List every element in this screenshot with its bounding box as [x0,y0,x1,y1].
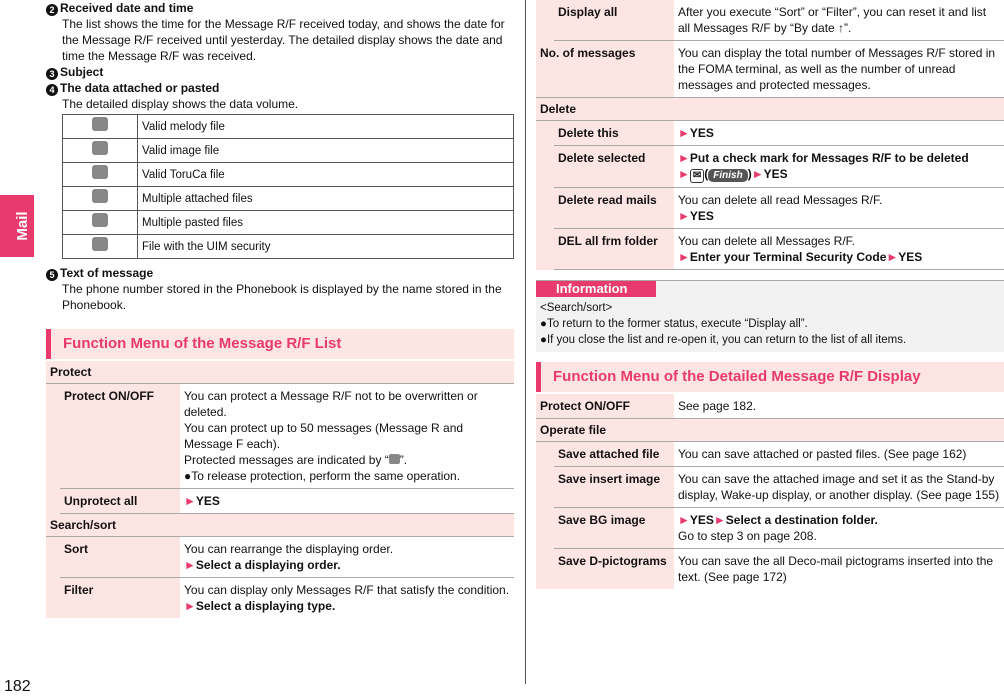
table-row: Valid ToruCa file [63,163,514,187]
table-row: Valid melody file [63,115,514,139]
row-delete-read-mails: Delete read mails You can delete all read Messages R/F. ►YES [554,188,1004,229]
item-2-desc: The list shows the time for the Message R/F received today, and shows the date for the Message R/F received until yesterday. The detailed display shows the date and time the Message R/F was received. [62,17,505,63]
row-protect-onoff-detailed: Protect ON/OFF See page 182. [536,394,1004,419]
mail-key-icon: ✉ [690,169,704,183]
page-number: 182 [4,678,31,695]
melody-file-icon [92,117,108,131]
row-display-all: Display all After you execute “Sort” or “Filter”, you can reset it and list all Messages R/F by “By date ↑”. [554,0,1004,41]
toruca-file-icon [92,165,108,179]
uim-security-icon [92,237,108,251]
protect-group [46,361,514,514]
arrow-icon: ► [184,599,196,613]
group-label-protect: Protect [46,361,514,384]
information-header: Information [536,281,656,297]
operate-file-group [536,419,1004,589]
arrow-icon: ► [678,209,690,223]
arrow-icon: ► [678,513,690,527]
column-divider [525,0,526,684]
item-2-title: 2 Received date and time [46,0,514,16]
attachment-icon-table [62,114,514,259]
row-del-all-frm-folder: DEL all frm folder You can delete all Messages R/F. ►Enter your Terminal Security Code►YES [554,229,1004,270]
group-label-delete: Delete [536,98,1004,121]
row-save-attached-file: Save attached file You can save attached or pasted files. (See page 162) [554,442,1004,467]
table-row: Valid image file [63,139,514,163]
arrow-icon: ► [751,167,764,181]
row-save-bg-image: Save BG image ►YES►Select a destination folder. Go to step 3 on page 208. [554,508,1004,549]
section-title-list-menu: Function Menu of the Message R/F List [46,329,514,359]
left-column [46,0,514,618]
table-row: File with the UIM security [63,235,514,259]
information-box [536,280,1004,352]
row-no-of-messages: No. of messages You can display the total number of Messages R/F stored in the FOMA terminal, as well as the number of unread messages and protected messages. [536,41,1004,98]
row-save-d-pictograms: Save D-pictograms You can save the all Deco-mail pictograms inserted into the text. (See page 172) [554,549,1004,589]
arrow-icon: ► [678,126,690,140]
item-4-title: 4 The data attached or pasted [46,80,514,96]
arrow-icon: ► [886,250,899,264]
info-bullet: ●If you close the list and re-open it, you can return to the list of all items. [540,334,907,346]
arrow-icon: ► [678,151,690,165]
arrow-icon: ► [184,494,196,508]
table-row: Multiple attached files [63,187,514,211]
multiple-pasted-icon [92,213,108,227]
lock-icon [389,454,400,464]
arrow-icon: ► [184,558,196,572]
image-file-icon [92,141,108,155]
row-delete-selected: Delete selected ►Put a check mark for Messages R/F to be deleted ► ✉ ( Finish )►YES [554,146,1004,188]
item-4-desc: The detailed display shows the data volume. [62,97,299,111]
delete-group [536,98,1004,270]
side-tab-mail: Mail [0,195,34,257]
search-sort-group [46,514,514,618]
info-bullet: ●To return to the former status, execute “Display all”. [540,318,808,330]
item-5-desc: The phone number stored in the Phonebook is displayed by the name stored in the Phonebook. [62,282,502,312]
row-protect-onoff: Protect ON/OFF You can protect a Message R/F not to be overwritten or deleted. You can protect up to 50 messages (Message R and Message F each). Protected messages are indicated by “ ”. ●To release protection, perform the same operation. [60,384,514,489]
table-row: Multiple pasted files [63,211,514,235]
row-delete-this: Delete this ►YES [554,121,1004,146]
row-sort: Sort You can rearrange the displaying order. ►Select a displaying order. [60,537,514,578]
row-unprotect-all: Unprotect all ►YES [60,489,514,514]
item-5-title: 5 Text of message [46,265,514,281]
arrow-icon: ► [678,250,690,264]
row-save-insert-image: Save insert image You can save the attached image and set it as the Stand-by display, Wake-up display, or another display. (See page 155) [554,467,1004,508]
group-label-operate-file: Operate file [536,419,1004,442]
multiple-attached-icon [92,189,108,203]
right-column [536,0,1004,589]
arrow-icon: ► [678,167,690,181]
group-label-search-sort: Search/sort [46,514,514,537]
arrow-icon: ► [713,513,726,527]
info-subtitle: <Search/sort> [540,302,613,314]
item-3-title: 3 Subject [46,64,514,80]
section-title-detailed-menu: Function Menu of the Detailed Message R/F Display [536,362,1004,392]
finish-softkey-icon: Finish [708,169,747,182]
row-filter: Filter You can display only Messages R/F that satisfy the condition. ►Select a displaying type. [60,578,514,618]
